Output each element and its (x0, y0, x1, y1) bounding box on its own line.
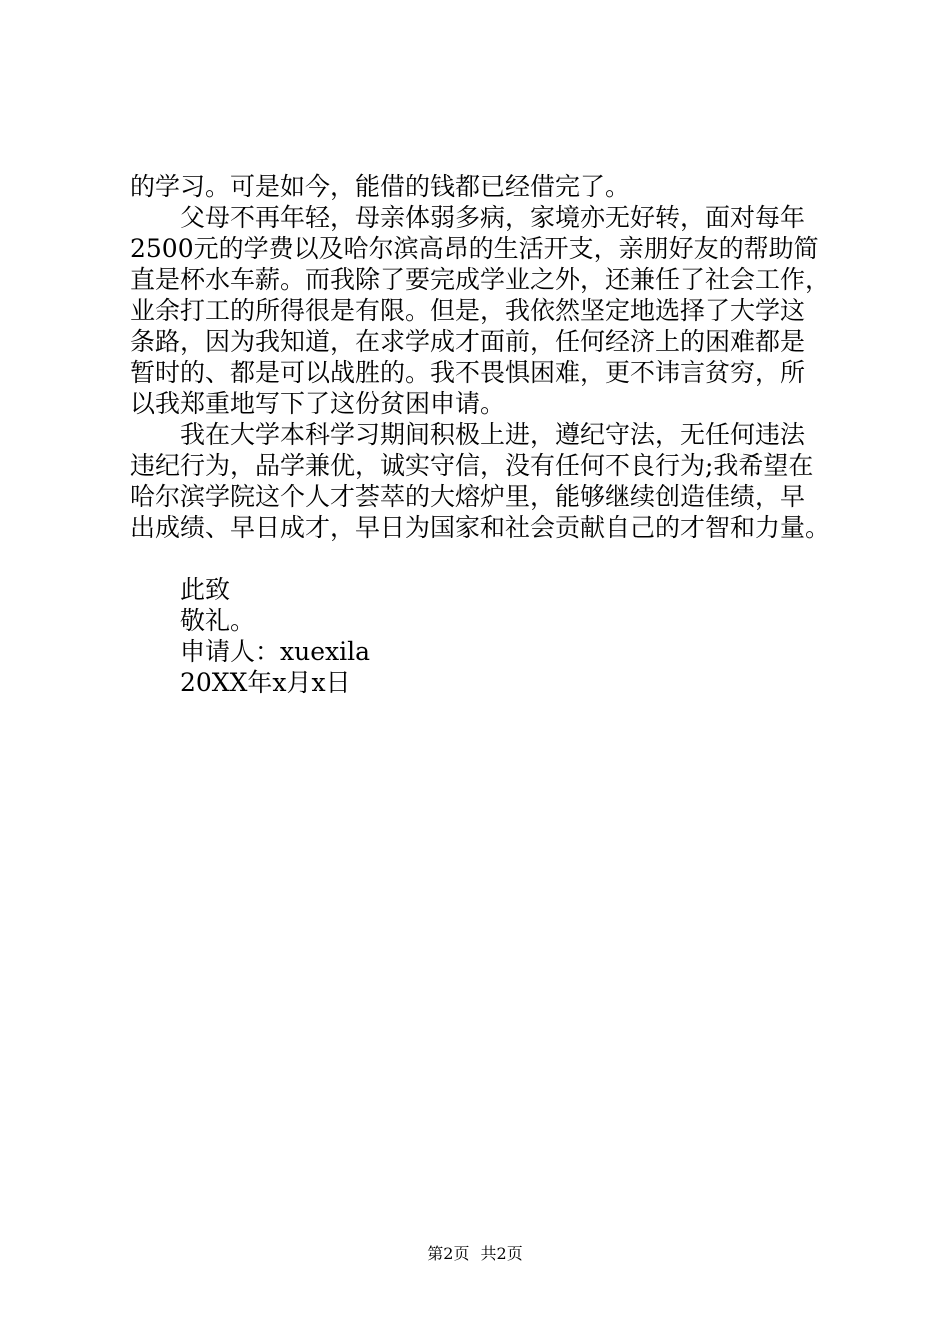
page-number: 第2页 (427, 1244, 470, 1263)
text-line: 违纪行为，品学兼优，诚实守信，没有任何不良行为;我希望在 (130, 451, 814, 480)
paragraph-3 (130, 419, 830, 543)
page-total: 共2页 (480, 1244, 523, 1263)
paragraph-1 (130, 171, 830, 202)
regards: 敬礼。 (180, 606, 256, 635)
text-line: 暂时的、都是可以战胜的。我不畏惧困难，更不讳言贫穷，所 (130, 358, 806, 387)
text-line: 我在大学本科学习期间积极上进，遵纪守法，无任何违法 (180, 420, 806, 449)
salutation: 此致 (180, 575, 231, 604)
text-line: 条路，因为我知道，在求学成才面前，任何经济上的困难都是 (130, 327, 806, 356)
letter-body (130, 171, 830, 698)
text-line: 出成绩、早日成才，早日为国家和社会贡献自己的才智和力量。 (130, 513, 831, 542)
text-line: 业余打工的所得很是有限。但是，我依然坚定地选择了大学这 (130, 296, 806, 325)
applicant-signature: 申请人：xuexila (180, 637, 370, 666)
paragraph-2 (130, 202, 830, 419)
text-line: 以我郑重地写下了这份贫困申请。 (130, 389, 506, 418)
text-line: 的学习。可是如今，能借的钱都已经借完了。 (130, 172, 631, 201)
text-line: 父母不再年轻，母亲体弱多病，家境亦无好转，面对每年 (180, 203, 806, 232)
letter-closing (130, 574, 830, 698)
text-line: 2500元的学费以及哈尔滨高昂的生活开支，亲朋好友的帮助简 (130, 234, 819, 263)
text-line: 哈尔滨学院这个人才荟萃的大熔炉里，能够继续创造佳绩，早 (130, 482, 806, 511)
page-footer (0, 1244, 950, 1264)
spacer (130, 543, 830, 574)
letter-date: 20XX年x月x日 (180, 668, 351, 697)
text-line: 直是杯水车薪。而我除了要完成学业之外，还兼任了社会工作， (130, 265, 831, 294)
